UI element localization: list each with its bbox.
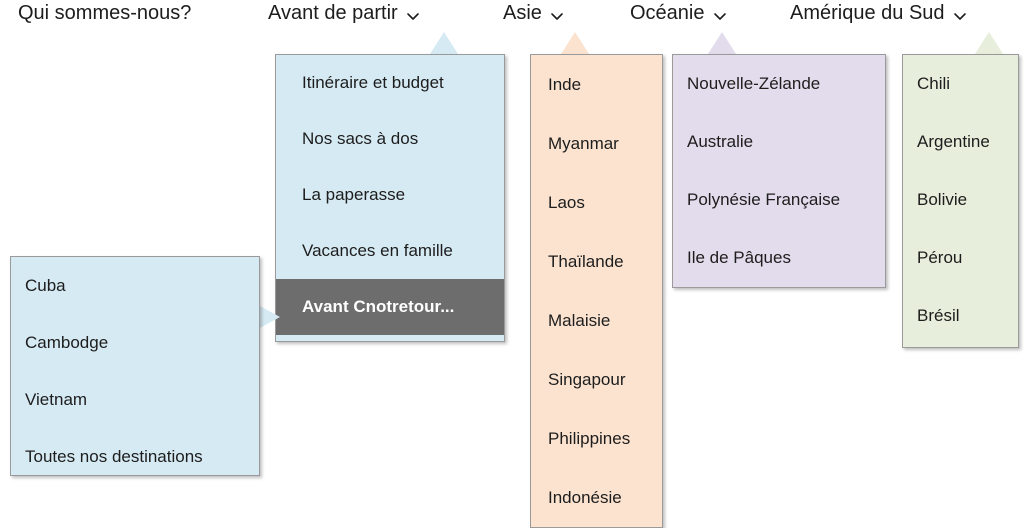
- menu-option-avant-cnotretour[interactable]: [276, 279, 504, 335]
- dropdown-panel-amerique-du-sud: [902, 54, 1019, 348]
- menu-option-singapour[interactable]: [531, 350, 662, 409]
- dropdown-pointer-amerique-du-sud: [975, 32, 1003, 54]
- menu-option-label: Cuba: [25, 275, 66, 295]
- menu-option-cambodge[interactable]: [11, 314, 259, 371]
- menu-option-chili[interactable]: [903, 55, 1018, 113]
- menu-option-label: Vacances en famille: [302, 241, 453, 260]
- menu-option-argentine[interactable]: [903, 113, 1018, 171]
- menu-item-avant-de-partir[interactable]: [268, 2, 420, 25]
- menu-option-label: Inde: [548, 74, 582, 94]
- dropdown-pointer-avant-de-partir: [430, 32, 458, 54]
- menu-option-thailande[interactable]: [531, 232, 662, 291]
- menu-option-label: Argentine: [917, 132, 990, 151]
- menu-option-label: Cambodge: [25, 332, 109, 352]
- menu-option-label: Brésil: [917, 306, 960, 325]
- chevron-down-icon: [406, 9, 420, 23]
- menu-item-label: Qui sommes-nous?: [18, 2, 192, 24]
- chevron-down-icon: [713, 9, 727, 23]
- menu-option-nos-sacs-a-dos[interactable]: [276, 111, 504, 167]
- menu-option-label: Nouvelle-Zélande: [687, 74, 821, 93]
- menu-option-label: Bolivie: [917, 190, 968, 209]
- menu-item-label: Avant de partir: [268, 2, 398, 24]
- menu-option-label: Itinéraire et budget: [302, 73, 444, 92]
- menu-option-label: Laos: [548, 192, 585, 212]
- menu-option-label: Toutes nos destinations: [25, 446, 203, 466]
- menu-option-philippines[interactable]: [531, 409, 662, 468]
- menu-option-indonesie[interactable]: [531, 468, 662, 527]
- main-menubar: [0, 0, 1024, 34]
- menu-option-la-paperasse[interactable]: [276, 167, 504, 223]
- menu-option-label: Myanmar: [548, 133, 619, 153]
- menu-option-label: Ile de Pâques: [687, 248, 791, 267]
- menu-option-nouvelle-zelande[interactable]: [673, 55, 885, 113]
- dropdown-panel-destinations: [10, 256, 260, 476]
- menu-option-malaisie[interactable]: [531, 291, 662, 350]
- menu-item-label: Océanie: [630, 2, 705, 24]
- menu-option-itineraire-et-budget[interactable]: [276, 55, 504, 111]
- dropdown-pointer-oceanie: [708, 32, 736, 54]
- submenu-pointer-destinations: [260, 306, 280, 328]
- menu-option-label: Avant Cnotretour...: [302, 297, 455, 316]
- menu-option-myanmar[interactable]: [531, 114, 662, 173]
- menu-option-label: Polynésie Française: [687, 190, 841, 209]
- menu-option-label: Pérou: [917, 248, 963, 267]
- menu-option-toutes-nos-destinations[interactable]: [11, 428, 259, 485]
- dropdown-panel-avant-de-partir: [275, 54, 505, 342]
- menu-option-inde[interactable]: [531, 55, 662, 114]
- dropdown-pointer-asie: [561, 32, 589, 54]
- menu-item-label: Asie: [503, 2, 542, 24]
- menu-option-label: La paperasse: [302, 185, 406, 204]
- menu-option-label: Indonésie: [548, 487, 622, 507]
- menu-option-label: Thaïlande: [548, 251, 624, 271]
- menu-option-bolivie[interactable]: [903, 171, 1018, 229]
- menu-option-laos[interactable]: [531, 173, 662, 232]
- menu-option-polynesie-francaise[interactable]: [673, 171, 885, 229]
- chevron-down-icon: [953, 9, 967, 23]
- dropdown-panel-asie: [530, 54, 663, 528]
- menu-option-label: Vietnam: [25, 389, 88, 409]
- menu-option-cuba[interactable]: [11, 257, 259, 314]
- menu-item-qui-sommes-nous[interactable]: [18, 2, 191, 25]
- menu-item-label: Amérique du Sud: [790, 2, 945, 24]
- menu-option-bresil[interactable]: [903, 287, 1018, 345]
- menu-item-asie[interactable]: [503, 2, 564, 25]
- menu-option-label: Nos sacs à dos: [302, 129, 419, 148]
- menu-option-label: Chili: [917, 74, 951, 93]
- menu-option-label: Australie: [687, 132, 754, 151]
- dropdown-panel-oceanie: [672, 54, 886, 288]
- menu-item-oceanie[interactable]: [630, 2, 727, 25]
- menu-option-vacances-en-famille[interactable]: [276, 223, 504, 279]
- menu-option-vietnam[interactable]: [11, 371, 259, 428]
- chevron-down-icon: [550, 9, 564, 23]
- menu-option-australie[interactable]: [673, 113, 885, 171]
- menu-option-label: Malaisie: [548, 310, 611, 330]
- menu-item-amerique-du-sud[interactable]: [790, 2, 967, 25]
- menu-option-label: Singapour: [548, 369, 626, 389]
- menu-option-perou[interactable]: [903, 229, 1018, 287]
- menu-option-ile-de-paques[interactable]: [673, 229, 885, 287]
- menu-option-label: Philippines: [548, 428, 631, 448]
